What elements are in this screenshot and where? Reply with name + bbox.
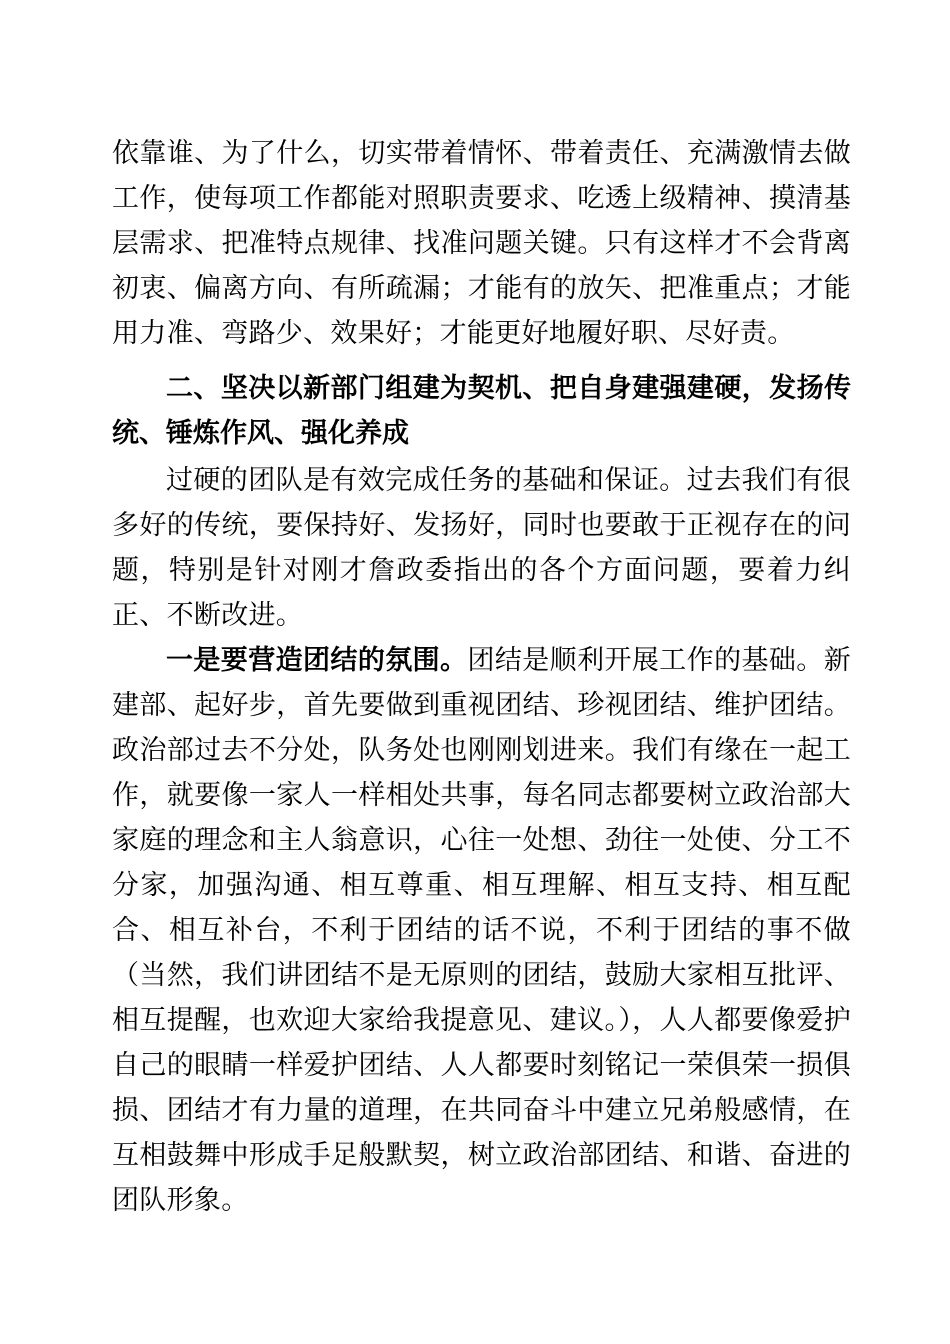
body-paragraph: 过硬的团队是有效完成任务的基础和保证。过去我们有很多好的传统，要保持好、发扬好，同时也要敢于正视存在的问题，特别是针对刚才詹政委指出的各个方面问题，要着力纠正、不断改进。 — [112, 465, 851, 630]
paragraph-lead: 一是要营造团结的氛围。 — [166, 645, 468, 675]
document-body — [112, 131, 851, 1223]
body-paragraph: 依靠谁、为了什么，切实带着情怀、带着责任、充满激情去做工作，使每项工作都能对照职责要求、吃透上级精神、摸清基层需求、把准特点规律、找准问题关键。只有这样才不会背离初衷、偏离方向、有所疏漏；才能有的放矢、把准重点；才能用力准、弯路少、效果好；才能更好地履好职、尽好责。 — [112, 138, 851, 348]
body-paragraph: 一是要营造团结的氛围。团结是顺利开展工作的基础。新建部、起好步，首先要做到重视团结、珍视团结、维护团结。政治部过去不分处，队务处也刚刚划进来。我们有缘在一起工作，就要像一家人一样相处共事，每名同志都要树立政治部大家庭的理念和主人翁意识，心往一处想、劲往一处使、分工不分家，加强沟通、相互尊重、相互理解、相互支持、相互配合、相互补台，不利于团结的话不说，不利于团结的事不做（当然，我们讲团结不是无原则的团结，鼓励大家相互批评、相互提醒，也欢迎大家给我提意见、建议。），人人都要像爱护自己的眼睛一样爱护团结、人人都要时刻铭记一荣俱荣一损俱损、团结才有力量的道理，在共同奋斗中建立兄弟般感情，在互相鼓舞中形成手足般默契，树立政治部团结、和谐、奋进的团队形象。 — [112, 645, 851, 1215]
section-heading: 二、坚决以新部门组建为契机、把自身建强建硬，发扬传统、锤炼作风、强化养成 — [112, 373, 851, 448]
